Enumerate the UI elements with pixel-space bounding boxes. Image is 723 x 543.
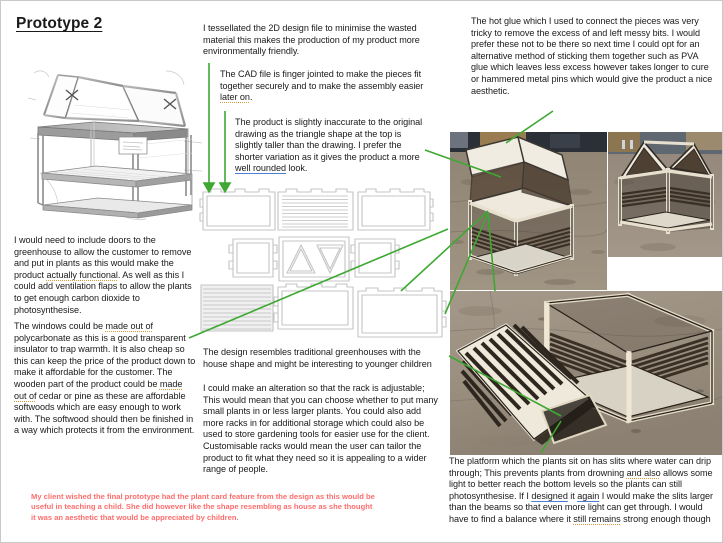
page-title: Prototype 2 <box>16 15 103 32</box>
note-client-feedback: My client wished the final prototype had the plant card feature from the design as this would be useful in teaching a child. She did however like the shape resembling as house as she thought it was an aesthetic that would be appreciated by children. <box>31 492 375 522</box>
note-cad-finger-joint: The CAD file is finger jointed to make the pieces fit together securely and to make the assembly easier later on. <box>220 69 424 103</box>
prototype-photo-slatted-shelf <box>450 291 722 455</box>
note-tessellation: I tessellated the 2D design file to minimise the wasted material this makes the production of my product more environmentally friendly. <box>203 23 420 57</box>
note-hot-glue: The hot glue which I used to connect the pieces was very tricky to remove the excess of and left messy bits. I would prefer these not to be there so next time I could opt for an alternative method of sticking them together such as PVA glue which leaves less excess however takes longer to cure or hammered metal pins which would give the product a nice aesthetic. <box>471 16 713 96</box>
note-inaccuracy: The product is slightly inaccurate to the original drawing as the triangle shape at the top is slightly taller than the drawing. I prefer the shorter variation as it gives the product a more well rounded look. <box>235 117 423 174</box>
note-platform-slits: The platform which the plants sit on has slits where water can drip through; This prevents plants from drowning and also allows some light to better reach the bottom levels so the plants can still photosynthesise. If I designed it again I would make the slits larger than the beams so that even more light can get through. I would have to find a balance where it still remains strong enough though <box>449 456 713 524</box>
cad-tessellation-image <box>197 187 457 342</box>
note-adjustable-rack: I could make an alteration so that the rack is adjustable; This would mean that you can choose whether to put many small plants in or less larger plants. You could also add more racks in for additional storage which could also be used to store gardening tools for easier use for the client. Customisable racks would mean the user can tailor the product to fit what they need so it is appealing to a wider range of people. <box>203 383 438 475</box>
note-doors-ventilation: I would need to include doors to the greenhouse to allow the customer to remove and put in plants as this would make the product actually functional. As well as this I could add ventilation flaps to allow the plants to get enough carbon dioxide to photosynthesise. <box>14 235 192 315</box>
note-windows-materials: The windows could be made out of polycarbonate as this is a good transparent insulator to trap warmth. It is also cheap so this can keep the price of the product down to make it affordable for the customer. The wooden part of the product could be made out of cedar or pine as these are affordable softwoods which are easy enough to work with. The softwood should then be finished in a way which protects it from the environment. <box>14 321 196 436</box>
note-resembles-greenhouses: The design resembles traditional greenhouses with the house shape and might be interesting to younger children <box>203 347 432 369</box>
prototype-photo-gable-end <box>608 132 722 257</box>
greenhouse-sketch-image <box>16 53 206 228</box>
prototype-photo-angled <box>450 132 607 290</box>
